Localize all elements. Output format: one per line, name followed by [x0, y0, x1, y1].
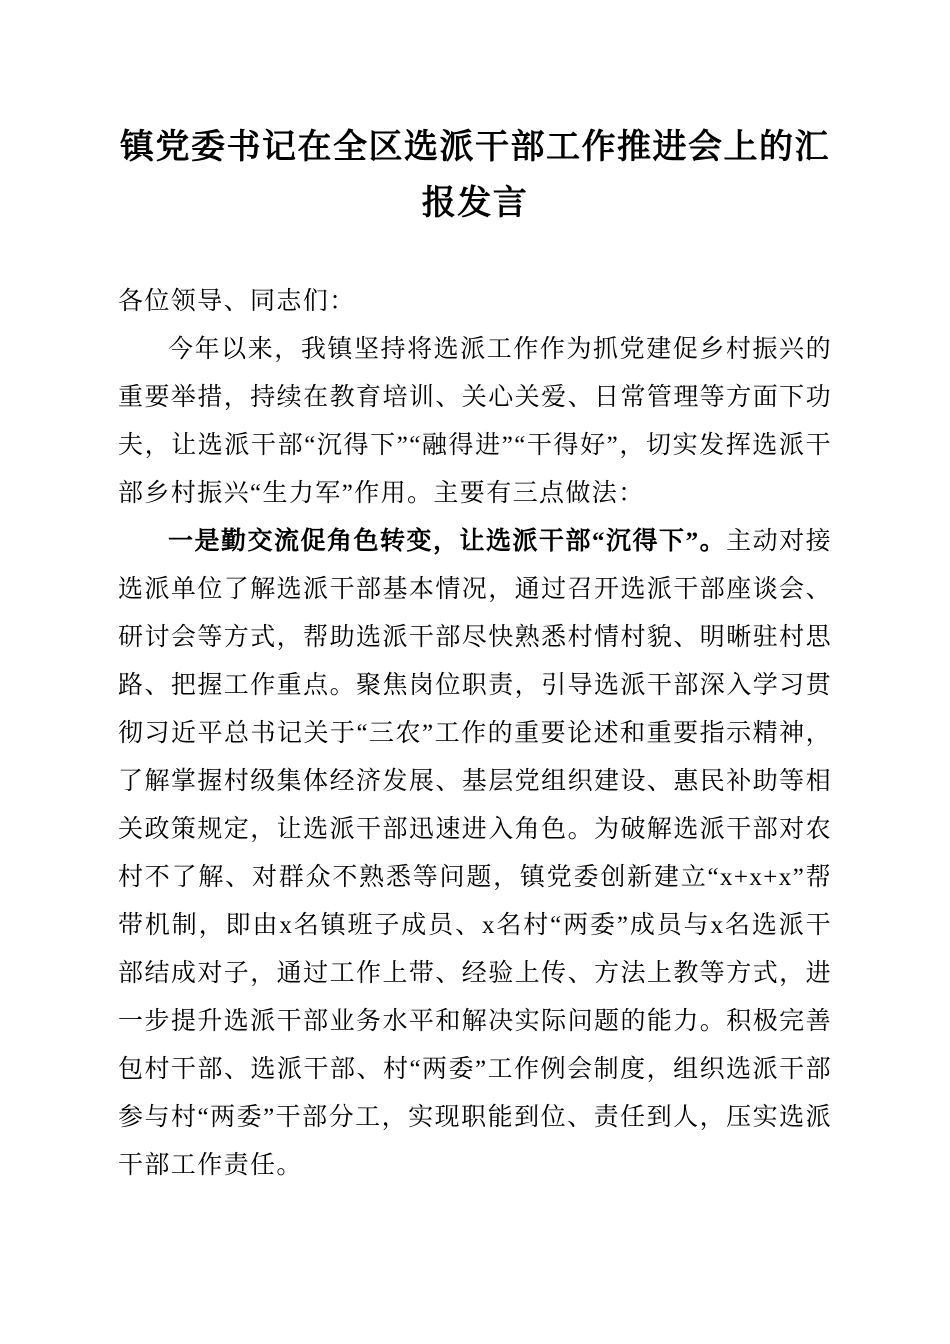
paragraph — [118, 326, 832, 518]
paragraph-bold-lead: 一是勤交流促角色转变，让选派干部“沉得下”。 — [168, 528, 727, 555]
paragraph-text: 各位领导、同志们： — [118, 288, 356, 315]
paragraph-text: 主动对接选派单位了解选派干部基本情况，通过召开选派干部座谈会、研讨会等方式，帮助选派干部尽快熟悉村情村貌、明晰驻村思路、把握工作重点。聚焦岗位职责，引导选派干部深入学习贯彻习近平总书记关于“三农”工作的重要论述和重要指示精神，了解掌握村级集体经济发展、基层党组织建设、惠民补助等相关政策规定，让选派干部迅速进入角色。为破解选派干部对农村不了解、对群众不熟悉等问题，镇党委创新建立“x+x+x”帮带机制，即由x名镇班子成员、x名村“两委”成员与x名选派干部结成对子，通过工作上带、经验上传、方法上教等方式，进一步提升选派干部业务水平和解决实际问题的能力。积极完善包村干部、选派干部、村“两委”工作例会制度，组织选派干部参与村“两委”干部分工，实现职能到位、责任到人，压实选派干部工作责任。 — [118, 528, 832, 1179]
paragraph — [118, 518, 832, 1190]
document-body — [118, 278, 832, 1190]
document-title: 镇党委书记在全区选派干部工作推进会上的汇报发言 — [120, 129, 830, 222]
paragraph — [118, 278, 832, 326]
paragraph-text: 今年以来，我镇坚持将选派工作作为抓党建促乡村振兴的重要举措，持续在教育培训、关心关爱、日常管理等方面下功夫，让选派干部“沉得下”“融得进”“干得好”，切实发挥选派干部乡村振兴“生力军”作用。主要有三点做法： — [118, 336, 832, 507]
